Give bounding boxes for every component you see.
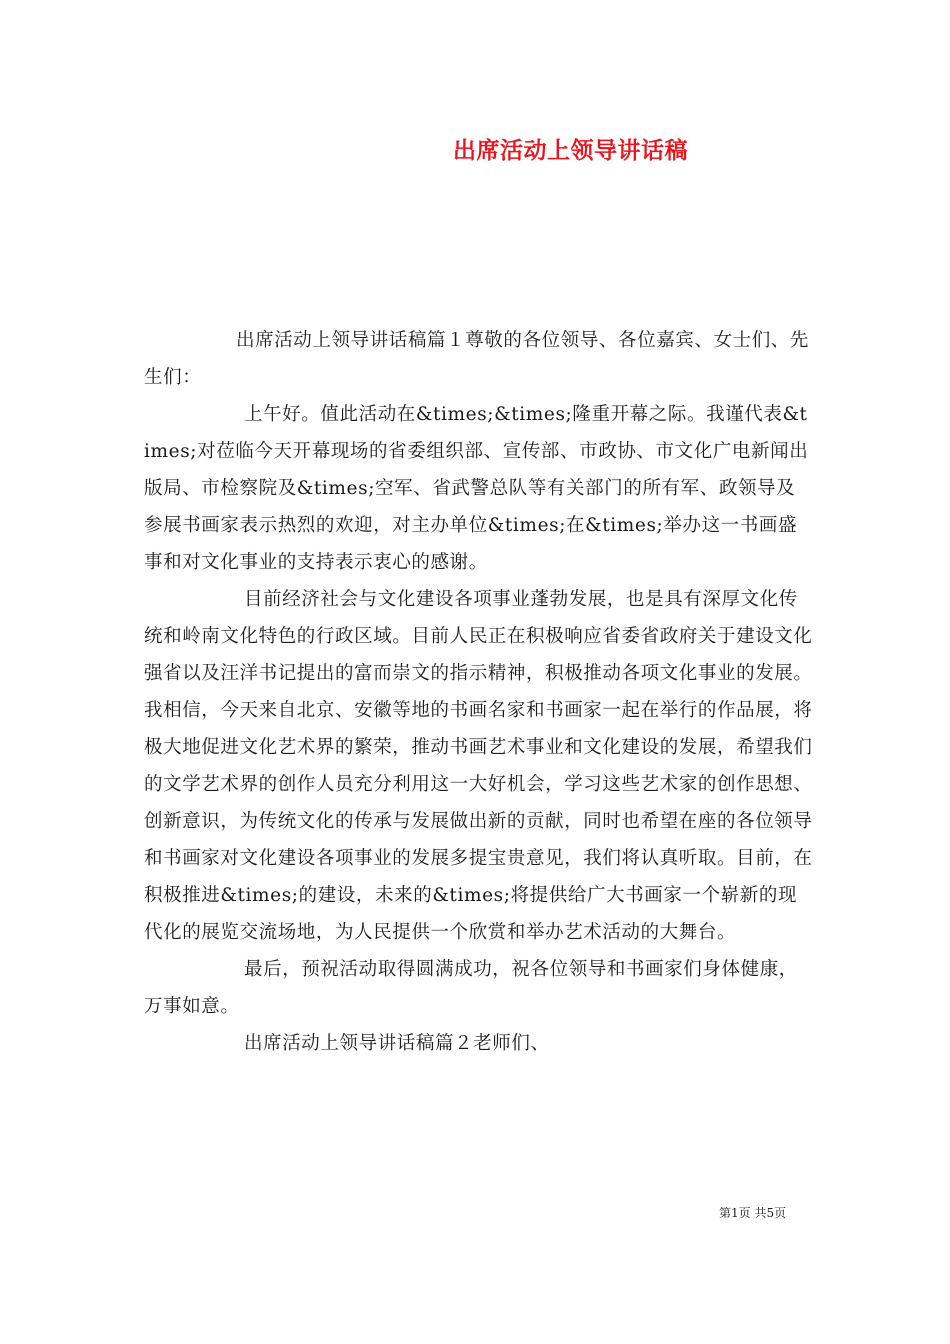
paragraph-intro: 出席活动上领导讲话稿篇１尊敬的各位领导、各位嘉宾、女士们、先生们： [144, 330, 810, 388]
paragraph-development: 目前经济社会与文化建设各项事业蓬勃发展，也是具有深厚文化传统和岭南文化特色的行政区域。目前人民正在积极响应省委省政府关于建设文化强省以及汪洋书记提出的富而崇文的指示精神，积极推动各项文化事业的发展。我相信，今天来自北京、安徽等地的书画名家和书画家一起在举行的作品展，将极大地促进文化艺术界的繁荣，推动书画艺术事业和文化建设的发展，希望我们的文学艺术界的创作人员充分利用这一大好机会，学习这些艺术家的创作思想、创新意识，为传统文化的传承与发展做出新的贡献，同时也希望在座的各位领导和书画家对文化建设各项事业的发展多提宝贵意见，我们将认真听取。目前，在积极推进&times;的建设，未来的&times;将提供给广大书画家一个崭新的现代化的展览交流场地，为人民提供一个欣赏和举办艺术活动的大舞台。 [144, 589, 813, 943]
paragraph-second-speech: 出席活动上领导讲话稿篇２老师们、 [244, 1033, 550, 1054]
document-body [144, 322, 814, 1062]
footer-mid: 页 共 [738, 1206, 767, 1220]
document-title: 出席活动上领导讲话稿 [453, 138, 688, 164]
page-footer [719, 1204, 786, 1221]
paragraph-welcome: 上午好。值此活动在&times;&times;隆重开幕之际。我谨代表&times;对莅临今天开幕现场的省委组织部、宣传部、市政协、市文化广电新闻出版局、市检察院及&times;空军、省武警总队等有关部门的所有军、政领导及参展书画家表示热烈的欢迎，对主办单位&times;在&times;举办这一书画盛事和对文化事业的支持表示衷心的感谢。 [144, 404, 809, 573]
footer-total-pages: 5 [766, 1206, 775, 1220]
footer-current-page: 1 [731, 1206, 739, 1220]
footer-prefix: 第 [719, 1206, 732, 1220]
paragraph-closing: 最后，预祝活动取得圆满成功，祝各位领导和书画家们身体健康，万事如意。 [144, 959, 798, 1017]
footer-suffix: 页 [774, 1206, 787, 1220]
